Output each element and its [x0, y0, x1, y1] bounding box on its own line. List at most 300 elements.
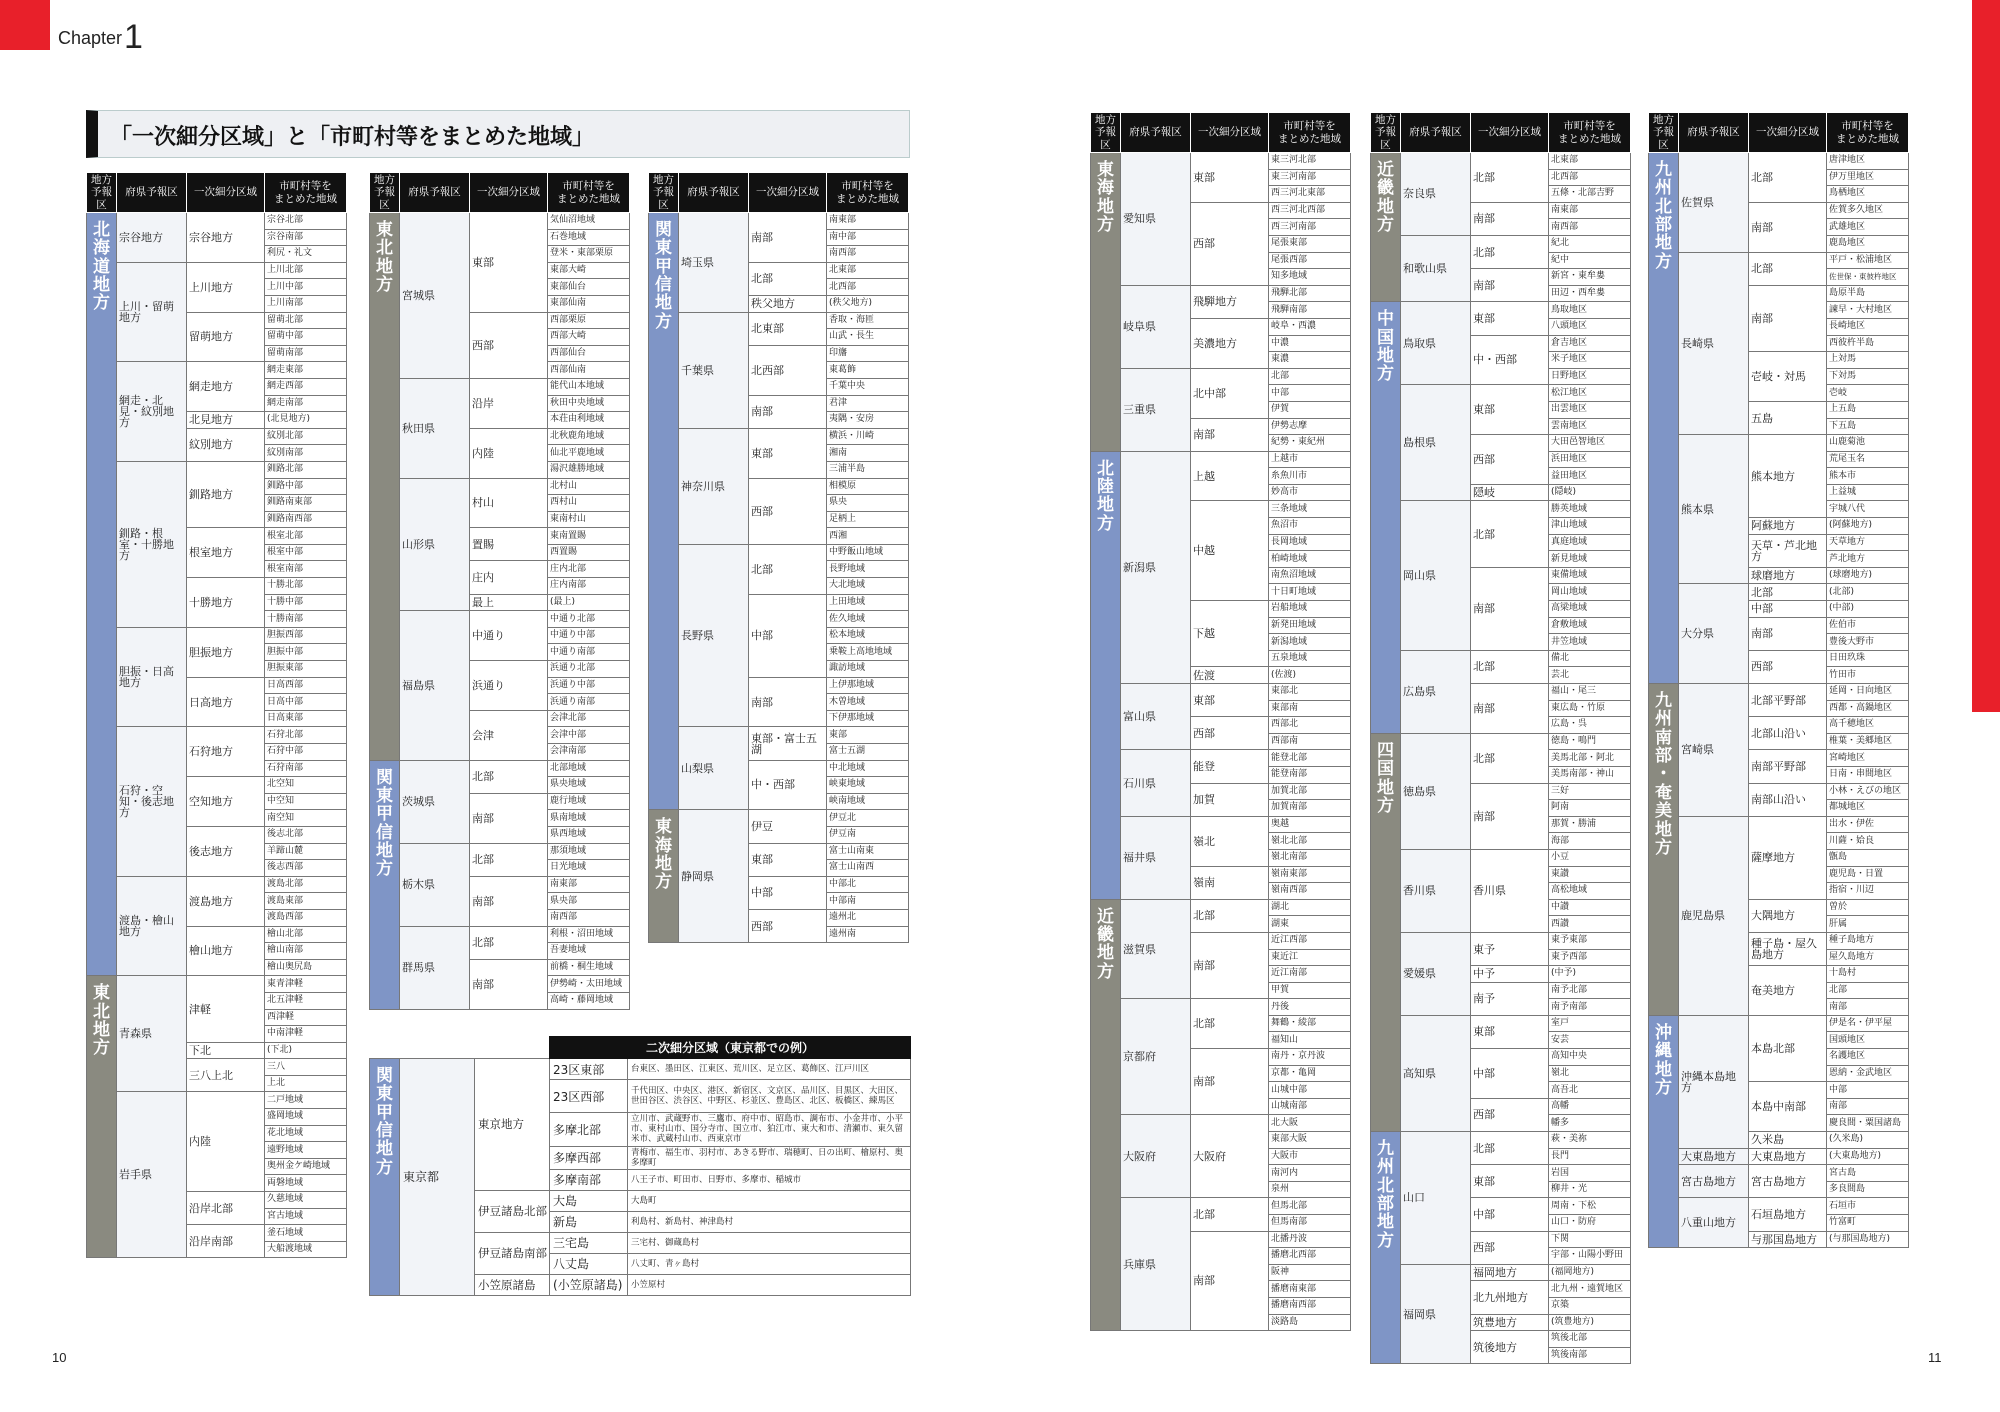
prefecture-cell: 大阪府	[1121, 1115, 1191, 1198]
table-row	[1091, 1198, 1351, 1215]
municipal-area-cell: 淡路島	[1269, 1314, 1351, 1331]
municipal-area-cell: 南部	[1827, 1098, 1909, 1115]
municipal-area-cell: 君津	[827, 395, 909, 412]
primary-area-cell: 天草・芦北地方	[1749, 534, 1827, 567]
municipal-area-cell: 西都・高鍋地区	[1827, 700, 1909, 717]
primary-area-cell: 佐渡	[1191, 667, 1269, 684]
municipal-area-cell: 新潟地域	[1269, 634, 1351, 651]
municipal-area-cell: 東部仙南	[548, 295, 630, 312]
primary-area-cell: 北部	[1191, 899, 1269, 932]
primary-area-cell: 北中部	[1191, 368, 1269, 418]
municipal-area-cell: 武雄地区	[1827, 219, 1909, 236]
municipal-area-cell: 下関	[1549, 1231, 1631, 1248]
prefecture-cell: 香川県	[1401, 849, 1471, 932]
municipal-area-cell: (阿蘇地方)	[1827, 518, 1909, 535]
primary-area-cell: 東京地方	[475, 1059, 550, 1191]
municipal-area-cell: 岡山地域	[1549, 584, 1631, 601]
municipal-area-cell: 筑後北部	[1549, 1331, 1631, 1348]
prefecture-cell: 長野県	[679, 544, 749, 727]
prefecture-cell: 栃木県	[400, 843, 470, 926]
primary-area-cell: 北部	[470, 926, 548, 959]
municipal-area-cell: 出水・伊佐	[1827, 816, 1909, 833]
municipal-area-cell: 出雲地区	[1549, 401, 1631, 418]
prefecture-cell: 愛知県	[1121, 153, 1191, 286]
municipal-area-cell: 北部地域	[548, 760, 630, 777]
primary-area-cell: 北部	[1471, 733, 1549, 783]
municipal-area-cell: 佐久地域	[827, 611, 909, 628]
prefecture-cell: 渡島・檜山地方	[117, 876, 187, 976]
municipal-area-cell: 日田玖珠	[1827, 650, 1909, 667]
table-row	[87, 976, 347, 993]
municipal-area-cell: 浜通り中部	[548, 677, 630, 694]
municipal-area-cell: 上川南部	[265, 295, 347, 312]
primary-area-cell: 壱岐・対馬	[1749, 352, 1827, 402]
municipal-area-cell: 石狩南部	[265, 760, 347, 777]
primary-area-cell: 下越	[1191, 601, 1269, 667]
table-row	[1649, 153, 1909, 170]
municipal-area-cell: (最上)	[548, 594, 630, 611]
primary-area-cell: 東部	[1191, 684, 1269, 717]
primary-area-cell: 庄内	[470, 561, 548, 594]
municipal-area-cell: 播磨南西部	[1269, 1297, 1351, 1314]
municipal-area-cell: 奥州金ケ崎地域	[265, 1158, 347, 1175]
primary-area-cell: 網走地方	[187, 362, 265, 412]
primary-area-cell: 美濃地方	[1191, 318, 1269, 368]
municipal-area-cell: 胆振西部	[265, 627, 347, 644]
municipal-area-cell: 徳島・鳴門	[1549, 733, 1631, 750]
municipal-area-cell: 鳥栖地区	[1827, 186, 1909, 203]
table-row	[1371, 1132, 1631, 1149]
municipal-area-cell: 長岡地域	[1269, 534, 1351, 551]
prefecture-cell: 福島県	[400, 611, 470, 760]
municipal-area-cell: 屋久島地方	[1827, 949, 1909, 966]
region-block: 近 畿 地 方	[1091, 899, 1121, 1330]
municipal-area-cell: 多良間島	[1827, 1181, 1909, 1198]
municipal-area-cell: 山城中部	[1269, 1082, 1351, 1099]
prefecture-cell: 宮崎県	[1679, 684, 1749, 817]
municipal-area-cell: 大船渡地域	[265, 1241, 347, 1258]
table-row	[1649, 1015, 1909, 1032]
municipal-area-cell: 萩・美祢	[1549, 1132, 1631, 1149]
municipal-area-cell: (久米島)	[1827, 1132, 1909, 1149]
municipal-area-cell: 南予南部	[1549, 999, 1631, 1016]
prefecture-cell: 石川県	[1121, 750, 1191, 816]
municipal-area-cell: 県西地域	[548, 826, 630, 843]
municipal-area-cell: 南予北部	[1549, 982, 1631, 999]
municipal-area-cell: 上川北部	[265, 262, 347, 279]
secondary-area-cell: 多摩北部	[550, 1113, 628, 1147]
tokyo-table	[369, 1036, 911, 1296]
primary-area-cell: 渡島地方	[187, 876, 265, 926]
primary-area-cell: 南部	[1749, 617, 1827, 650]
header-area: 市町村等を まとめた地域	[548, 173, 630, 213]
municipal-area-cell: 加賀北部	[1269, 783, 1351, 800]
table-row	[649, 544, 909, 561]
municipal-area-cell: (下北)	[265, 1042, 347, 1059]
primary-area-cell: 十勝地方	[187, 578, 265, 628]
municipal-area-cell: 益田地区	[1549, 468, 1631, 485]
primary-area-cell: 南部平野部	[1749, 750, 1827, 783]
prefecture-cell: 奈良県	[1401, 153, 1471, 236]
municipal-area-cell: 嶺南西部	[1269, 883, 1351, 900]
primary-area-cell: 北部	[1471, 650, 1549, 683]
municipal-area-cell: (筑豊地方)	[1549, 1314, 1631, 1331]
municipal-area-cell: 米子地区	[1549, 352, 1631, 369]
primary-area-cell: 能登	[1191, 750, 1269, 783]
region-block: 九 州 北 部 地 方	[1649, 153, 1679, 684]
primary-area-cell: 大阪府	[1191, 1115, 1269, 1198]
municipal-area-cell: 岩船地域	[1269, 601, 1351, 618]
secondary-area-cell: 三宅島	[550, 1232, 628, 1253]
header-area: 市町村等を まとめた地域	[1269, 113, 1351, 153]
municipal-area-cell: 西三河北東部	[1269, 186, 1351, 203]
primary-area-cell: 西部	[1471, 1231, 1549, 1264]
municipal-area-cell: 五條・北部吉野	[1549, 186, 1631, 203]
municipality-list: 青梅市、福生市、羽村市、あきる野市、瑞穂町、日の出町、檜原村、奥多摩町	[628, 1146, 911, 1169]
primary-area-cell: 筑豊地方	[1471, 1314, 1549, 1331]
municipal-area-cell: 西部北	[1269, 717, 1351, 734]
municipal-area-cell: 川薩・姶良	[1827, 833, 1909, 850]
municipal-area-cell: 高千穂地区	[1827, 717, 1909, 734]
prefecture-cell: 沖縄本島地方	[1679, 1015, 1749, 1148]
municipality-list: 八丈町、青ヶ島村	[628, 1253, 911, 1274]
municipal-area-cell: 能登南部	[1269, 766, 1351, 783]
municipal-area-cell: 北部	[1827, 982, 1909, 999]
primary-area-cell: 筑後地方	[1471, 1331, 1549, 1364]
prefecture-cell: 釧路・根室・十勝地方	[117, 461, 187, 627]
prefecture-cell: 福井県	[1121, 816, 1191, 899]
municipal-area-cell: 高吾北	[1549, 1082, 1631, 1099]
primary-area-cell: 南部	[1749, 285, 1827, 351]
primary-area-cell: 日高地方	[187, 677, 265, 727]
municipal-area-cell: 浜通り北部	[548, 661, 630, 678]
municipal-area-cell: (福岡地方)	[1549, 1264, 1631, 1281]
municipal-area-cell: 会津中部	[548, 727, 630, 744]
table-row	[1091, 750, 1351, 767]
region-block: 近 畿 地 方	[1371, 153, 1401, 302]
primary-area-cell: 上越	[1191, 451, 1269, 501]
primary-area-cell: 中部	[1471, 1049, 1549, 1099]
municipal-area-cell: 妙高市	[1269, 484, 1351, 501]
municipality-list: 立川市、武蔵野市、三鷹市、府中市、昭島市、調布市、小金井市、小平市、東村山市、国分寺市、国立市、狛江市、東大和市、清瀬市、東久留米市、武蔵村山市、西東京市	[628, 1113, 911, 1147]
header-primary: 一次細分区域	[1471, 113, 1549, 153]
municipal-area-cell: 十日町地域	[1269, 584, 1351, 601]
municipal-area-cell: 尾張西部	[1269, 252, 1351, 269]
municipal-area-cell: 中空知	[265, 793, 347, 810]
primary-area-cell: 南部	[470, 793, 548, 843]
municipal-area-cell: 北五津軽	[265, 992, 347, 1009]
header-pref: 府県予報区	[117, 173, 187, 213]
primary-area-cell: 伊豆諸島北部	[475, 1190, 550, 1232]
municipal-area-cell: 根室中部	[265, 544, 347, 561]
section-title-box	[86, 110, 910, 158]
municipal-area-cell: 利尻・礼文	[265, 246, 347, 263]
primary-area-cell: 北部	[749, 544, 827, 594]
table-row	[1371, 1015, 1631, 1032]
municipal-area-cell: 浜田地区	[1549, 451, 1631, 468]
municipal-area-cell: 庄内北部	[548, 561, 630, 578]
primary-area-cell: 北九州地方	[1471, 1281, 1549, 1314]
municipal-area-cell: 播磨南東部	[1269, 1281, 1351, 1298]
municipal-area-cell: 津山地域	[1549, 518, 1631, 535]
municipal-area-cell: 後志北部	[265, 826, 347, 843]
table-row	[370, 378, 630, 395]
primary-area-cell: 北見地方	[187, 412, 265, 429]
municipal-area-cell: 東予東部	[1549, 932, 1631, 949]
municipal-area-cell: 中通り北部	[548, 611, 630, 628]
region-table	[648, 172, 909, 943]
municipal-area-cell: 南河内	[1269, 1165, 1351, 1182]
primary-area-cell: 北西部	[749, 345, 827, 395]
municipal-area-cell: 西村山	[548, 495, 630, 512]
municipal-area-cell: 北東部	[827, 262, 909, 279]
table-row	[370, 611, 630, 628]
table-row	[1091, 816, 1351, 833]
municipal-area-cell: 下五島	[1827, 418, 1909, 435]
primary-area-cell: 北部	[1191, 1198, 1269, 1231]
municipal-area-cell: 長野地域	[827, 561, 909, 578]
municipal-area-cell: 遠州北	[827, 909, 909, 926]
header-primary: 一次細分区域	[470, 173, 548, 213]
municipal-area-cell: 椎葉・美郷地区	[1827, 733, 1909, 750]
municipal-area-cell: 中部南	[827, 893, 909, 910]
municipal-area-cell: 伊豆南	[827, 826, 909, 843]
municipal-area-cell: 幡多	[1549, 1115, 1631, 1132]
municipal-area-cell: 岩国	[1549, 1165, 1631, 1182]
municipal-area-cell: (秩父地方)	[827, 295, 909, 312]
municipal-area-cell: 北秋鹿角地域	[548, 428, 630, 445]
table-row	[1371, 153, 1631, 170]
table-row	[1371, 932, 1631, 949]
primary-area-cell: 南部	[1471, 202, 1549, 235]
municipal-area-cell: 高知中央	[1549, 1049, 1631, 1066]
primary-area-cell: 北部	[1191, 999, 1269, 1049]
municipal-area-cell: 上越市	[1269, 451, 1351, 468]
municipal-area-cell: 花北地域	[265, 1125, 347, 1142]
municipal-area-cell: 海部	[1549, 833, 1631, 850]
municipality-list: 台東区、墨田区、江東区、荒川区、足立区、葛飾区、江戸川区	[628, 1059, 911, 1080]
region-block: 東 海 地 方	[649, 810, 679, 943]
primary-area-cell: 中越	[1191, 501, 1269, 601]
municipal-area-cell: 唐津地区	[1827, 153, 1909, 170]
primary-area-cell: 南部	[1471, 269, 1549, 302]
municipal-area-cell: 竹富町	[1827, 1215, 1909, 1232]
primary-area-cell: 南部	[1471, 684, 1549, 734]
municipal-area-cell: 湖東	[1269, 916, 1351, 933]
municipal-area-cell: 魚沼市	[1269, 518, 1351, 535]
municipal-area-cell: 高崎・藤岡地域	[548, 992, 630, 1009]
municipal-area-cell: 紀勢・東紀州	[1269, 435, 1351, 452]
region-table	[86, 172, 347, 1258]
header-pref: 府県予報区	[1401, 113, 1471, 153]
prefecture-cell: 鳥取県	[1401, 302, 1471, 385]
municipal-area-cell: 西部仙台	[548, 345, 630, 362]
table-row	[649, 428, 909, 445]
municipal-area-cell: 西部仙南	[548, 362, 630, 379]
municipal-area-cell: 東部南	[1269, 700, 1351, 717]
primary-area-cell: 南部	[749, 677, 827, 727]
municipal-area-cell: 渡島西部	[265, 909, 347, 926]
municipal-area-cell: 島原半島	[1827, 285, 1909, 302]
municipal-area-cell: 西部南	[1269, 733, 1351, 750]
primary-area-cell: 大東島地方	[1749, 1148, 1827, 1165]
municipal-area-cell: 北村山	[548, 478, 630, 495]
table-row	[87, 461, 347, 478]
prefecture-cell: 長崎県	[1679, 252, 1749, 435]
municipal-area-cell: 石巻地域	[548, 229, 630, 246]
primary-area-cell: 北東部	[749, 312, 827, 345]
municipal-area-cell: 羊蹄山麓	[265, 843, 347, 860]
page-number-left: 10	[52, 1350, 67, 1365]
municipal-area-cell: 鹿島地区	[1827, 235, 1909, 252]
municipal-area-cell: 平戸・松浦地区	[1827, 252, 1909, 269]
primary-area-cell: 宮古島地方	[1749, 1165, 1827, 1198]
municipal-area-cell: 日南・串間地区	[1827, 766, 1909, 783]
municipal-area-cell: 北西部	[1549, 169, 1631, 186]
table-row	[1091, 153, 1351, 170]
municipal-area-cell: 日高西部	[265, 677, 347, 694]
municipal-area-cell: 大田邑智地区	[1549, 435, 1631, 452]
primary-area-cell: 小笠原諸島	[475, 1274, 550, 1295]
prefecture-cell: 胆振・日高地方	[117, 627, 187, 727]
municipal-area-cell: 東部北	[1269, 684, 1351, 701]
region-block: 関 東 甲 信 地 方	[649, 213, 679, 810]
municipal-area-cell: 木曽地域	[827, 694, 909, 711]
municipal-area-cell: 県南地域	[548, 810, 630, 827]
municipal-area-cell: 県央	[827, 495, 909, 512]
municipal-area-cell: 南丹・京丹波	[1269, 1049, 1351, 1066]
municipal-area-cell: 印旛	[827, 345, 909, 362]
primary-area-cell: 胆振地方	[187, 627, 265, 677]
municipal-area-cell: 東広島・竹原	[1549, 700, 1631, 717]
primary-area-cell: 北部	[1749, 153, 1827, 203]
prefecture-cell: 岩手県	[117, 1092, 187, 1258]
municipal-area-cell: 相模原	[827, 478, 909, 495]
municipal-area-cell: 西湘	[827, 528, 909, 545]
municipal-area-cell: 山武・長生	[827, 329, 909, 346]
primary-area-cell: 留萌地方	[187, 312, 265, 362]
municipal-area-cell: 南西部	[1549, 219, 1631, 236]
municipal-area-cell: 網走西部	[265, 378, 347, 395]
primary-area-cell: 西部	[470, 312, 548, 378]
header-pref: 府県予報区	[1121, 113, 1191, 153]
edge-tab	[1972, 0, 2000, 712]
municipal-area-cell: 北西部	[827, 279, 909, 296]
header-area: 市町村等を まとめた地域	[1827, 113, 1909, 153]
municipal-area-cell: 留萌南部	[265, 345, 347, 362]
prefecture-cell: 岐阜県	[1121, 285, 1191, 368]
municipal-area-cell: 竹田市	[1827, 667, 1909, 684]
municipal-area-cell: 宇部・山陽小野田	[1549, 1248, 1631, 1265]
primary-area-cell: 本島中南部	[1749, 1082, 1827, 1132]
chapter-number: 1	[124, 18, 143, 56]
municipal-area-cell: 嶺北南部	[1269, 849, 1351, 866]
municipal-area-cell: 西置賜	[548, 544, 630, 561]
municipal-area-cell: 東三河北部	[1269, 153, 1351, 170]
prefecture-cell: 静岡県	[679, 810, 749, 943]
municipal-area-cell: 紋別南部	[265, 445, 347, 462]
prefecture-cell: 石狩・空知・後志地方	[117, 727, 187, 876]
prefecture-cell: 埼玉県	[679, 213, 749, 313]
primary-area-cell: 西部	[749, 909, 827, 942]
region-block: 沖 縄 地 方	[1649, 1015, 1679, 1247]
municipal-area-cell: 東三河南部	[1269, 169, 1351, 186]
primary-area-cell: 南部	[1749, 202, 1827, 252]
municipality-list: 八王子市、町田市、日野市、多摩市、稲城市	[628, 1169, 911, 1190]
municipal-area-cell: 中通り南部	[548, 644, 630, 661]
municipal-area-cell: 五泉地域	[1269, 650, 1351, 667]
table-row	[87, 727, 347, 744]
prefecture-cell: 八重山地方	[1679, 1198, 1749, 1248]
secondary-area-cell: 八丈島	[550, 1253, 628, 1274]
table-row	[370, 926, 630, 943]
primary-area-cell: 熊本地方	[1749, 435, 1827, 518]
municipal-area-cell: 横浜・川崎	[827, 428, 909, 445]
primary-area-cell: 中・西部	[749, 760, 827, 810]
municipal-area-cell: 長門	[1549, 1148, 1631, 1165]
municipal-area-cell: 峡南地域	[827, 793, 909, 810]
header-primary: 一次細分区域	[1191, 113, 1269, 153]
header-block: 地方 予報区	[87, 173, 117, 213]
municipal-area-cell: 中通り中部	[548, 627, 630, 644]
municipal-area-cell: 網走南部	[265, 395, 347, 412]
municipal-area-cell: 伊賀	[1269, 401, 1351, 418]
header-primary: 一次細分区域	[1749, 113, 1827, 153]
municipal-area-cell: 伊勢志摩	[1269, 418, 1351, 435]
prefecture-cell: 京都府	[1121, 999, 1191, 1115]
primary-area-cell: 沿岸	[470, 378, 548, 428]
municipal-area-cell: 阿南	[1549, 800, 1631, 817]
table-row	[649, 213, 909, 230]
municipal-area-cell: 福知山	[1269, 1032, 1351, 1049]
municipal-area-cell: 備北	[1549, 650, 1631, 667]
primary-area-cell: 東部	[1471, 1165, 1549, 1198]
secondary-area-cell: 大島	[550, 1190, 628, 1211]
municipal-area-cell: 阪神	[1269, 1264, 1351, 1281]
municipal-area-cell: 日光地域	[548, 860, 630, 877]
primary-area-cell: 置賜	[470, 528, 548, 561]
prefecture-cell: 群馬県	[400, 926, 470, 1009]
municipality-list: 三宅村、御蔵島村	[628, 1232, 911, 1253]
tokyo-caption-spacer	[370, 1037, 550, 1059]
primary-area-cell: 後志地方	[187, 826, 265, 876]
municipal-area-cell: 真庭地域	[1549, 534, 1631, 551]
primary-area-cell: 南部	[1191, 932, 1269, 998]
primary-area-cell: 東部	[749, 428, 827, 478]
prefecture-cell: 宮古島地方	[1679, 1165, 1749, 1198]
primary-area-cell: 村山	[470, 478, 548, 528]
table-row	[1371, 501, 1631, 518]
municipal-area-cell: 後志西部	[265, 860, 347, 877]
municipal-area-cell: (隠岐)	[1549, 484, 1631, 501]
primary-area-cell: 浜通り	[470, 661, 548, 711]
municipal-area-cell: 佐伯市	[1827, 617, 1909, 634]
region-block: 関 東 甲 信 地 方	[370, 760, 400, 1009]
page-number-right: 11	[1928, 1350, 1942, 1365]
prefecture-cell: 高知県	[1401, 1015, 1471, 1131]
municipal-area-cell: 足柄上	[827, 511, 909, 528]
header-primary: 一次細分区域	[187, 173, 265, 213]
municipal-area-cell: 二戸地域	[265, 1092, 347, 1109]
primary-area-cell: 東部	[1471, 1015, 1549, 1048]
municipal-area-cell: 東濃	[1269, 352, 1351, 369]
primary-area-cell: 東部	[470, 213, 548, 313]
table-row	[1091, 451, 1351, 468]
primary-area-cell: 中通り	[470, 611, 548, 661]
municipal-area-cell: 利根・沼田地域	[548, 926, 630, 943]
table-row	[1649, 435, 1909, 452]
table-row	[1091, 684, 1351, 701]
